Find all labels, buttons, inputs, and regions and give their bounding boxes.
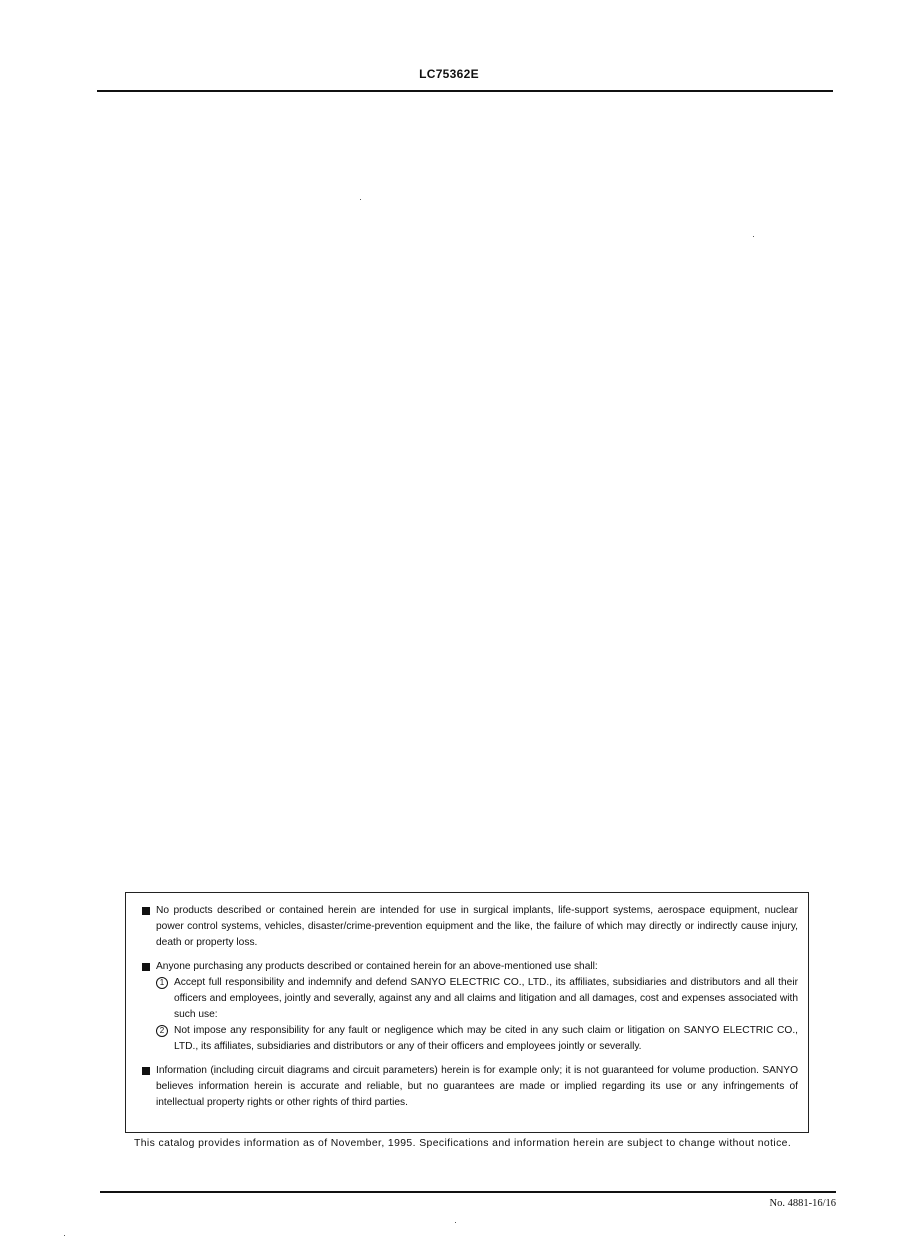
square-bullet-icon: [142, 1067, 150, 1075]
obligation-item-2: [156, 1023, 798, 1055]
footer-rule: [100, 1191, 836, 1193]
page-number: No. 4881-16/16: [769, 1198, 836, 1209]
disclaimer-box: [125, 892, 809, 1133]
disclaimer-item-information: [140, 1063, 798, 1111]
disclaimer-item-purchaser-obligations: [140, 959, 798, 1055]
catalog-notice: This catalog provides information as of November, 1995. Specifications and information herein are subject to change without notice.: [134, 1138, 792, 1149]
scan-speck: [455, 1222, 456, 1223]
square-bullet-icon: [142, 963, 150, 971]
scan-speck: [360, 199, 361, 200]
obligation-text: Not impose any responsibility for any fault or negligence which may be cited in any such claim or litigation on SANYO ELECTRIC CO., LTD., its affiliates, subsidiaries and distributors or any of their officers and employees jointly or severally.: [174, 1025, 798, 1052]
scan-speck: [64, 1235, 65, 1236]
circled-number-icon: 2: [156, 1025, 168, 1037]
circled-number-icon: 1: [156, 977, 168, 989]
disclaimer-text: No products described or contained herein are intended for use in surgical implants, life-support systems, aerospace equipment, nuclear power control systems, vehicles, disaster/crime-prevention equipment and the like, the failure of which may directly or indirectly cause injury, death or property loss.: [156, 905, 798, 948]
square-bullet-icon: [142, 907, 150, 915]
disclaimer-text: Anyone purchasing any products described or contained herein for an above-mentioned use shall:: [156, 961, 598, 972]
scan-speck: [753, 236, 754, 237]
header-rule: [97, 90, 833, 92]
page-title: LC75362E: [419, 67, 479, 81]
obligation-text: Accept full responsibility and indemnify and defend SANYO ELECTRIC CO., LTD., its affiliates, subsidiaries and distributors and all their officers and employees, jointly and severally, against any and all claims and litigation and all damages, cost and expenses associated with such use:: [174, 977, 798, 1020]
disclaimer-text: Information (including circuit diagrams and circuit parameters) herein is for example only; it is not guaranteed for volume production. SANYO believes information herein is accurate and reliable, but no guarantees are made or implied regarding its use or any infringements of intellectual property rights or other rights of third parties.: [156, 1065, 798, 1108]
obligation-item-1: [156, 975, 798, 1023]
disclaimer-item-life-support: [140, 903, 798, 951]
